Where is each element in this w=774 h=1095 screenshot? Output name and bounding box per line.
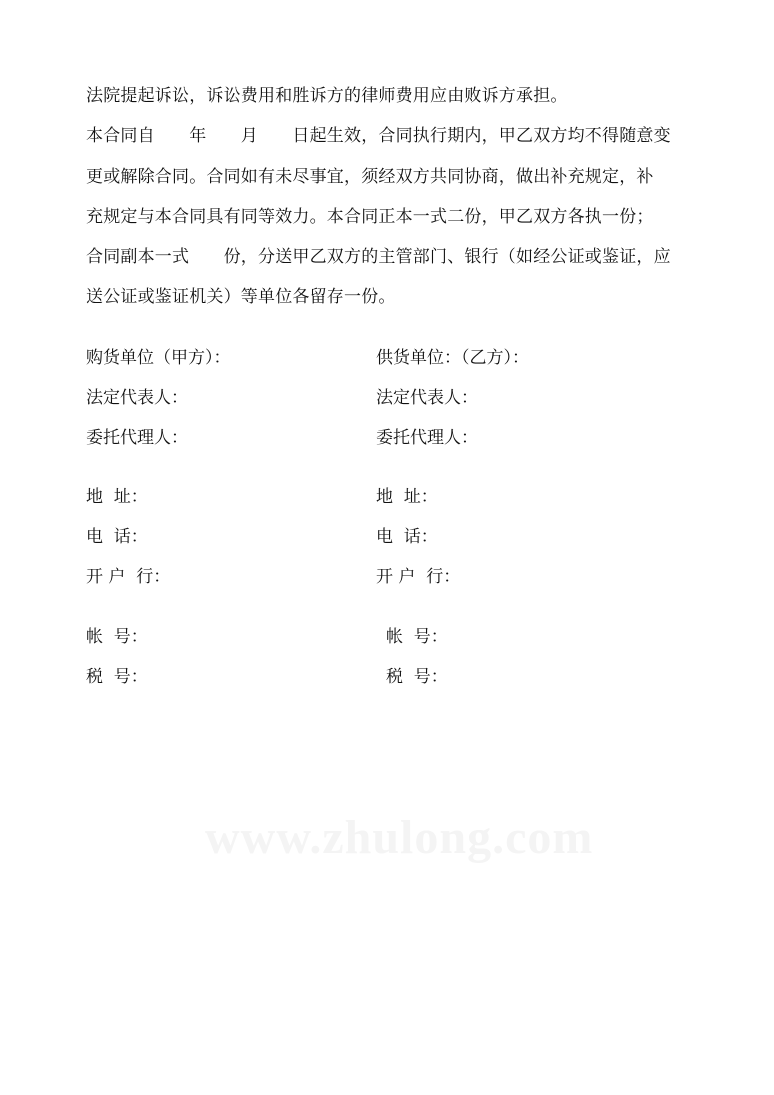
party-b-phone-label: 电 话： [376, 527, 438, 547]
party-a-phone-label: 电 话： [86, 527, 148, 547]
party-a-agent-label: 委托代理人： [86, 428, 188, 448]
watermark-text: www.zhulong.com [205, 811, 594, 864]
contract-line-2: 本合同自 年 月 日起生效，合同执行期内，甲乙双方均不得随意变 [86, 126, 671, 146]
party-b-account-label: 帐 号： [386, 627, 448, 647]
party-b-bank-label: 开 户 行： [376, 567, 461, 587]
party-b-unit-label: 供货单位：（乙方）： [376, 348, 529, 368]
party-a-account-label: 帐 号： [86, 627, 148, 647]
party-b-tax-no-label: 税 号： [386, 667, 448, 687]
party-a-unit-label: 购货单位（甲方）： [86, 348, 231, 368]
contract-line-4: 充规定与本合同具有同等效力。本合同正本一式二份，甲乙双方各执一份； [86, 207, 654, 227]
contract-line-6: 送公证或鉴证机关）等单位各留存一份。 [86, 287, 396, 307]
party-b-agent-label: 委托代理人： [376, 428, 478, 448]
party-a-legal-rep-label: 法定代表人： [86, 388, 188, 408]
contract-line-1: 法院提起诉讼，诉讼费用和胜诉方的律师费用应由败诉方承担。 [86, 86, 568, 106]
party-a-tax-no-label: 税 号： [86, 667, 148, 687]
contract-line-3: 更或解除合同。合同如有未尽事宜，须经双方共同协商，做出补充规定，补 [86, 167, 654, 187]
contract-line-5: 合同副本一式 份，分送甲乙双方的主管部门、银行（如经公证或鉴证，应 [86, 247, 671, 267]
party-a-address-label: 地 址： [86, 487, 148, 507]
party-b-legal-rep-label: 法定代表人： [376, 388, 478, 408]
party-a-bank-label: 开 户 行： [86, 567, 171, 587]
party-b-address-label: 地 址： [376, 487, 438, 507]
